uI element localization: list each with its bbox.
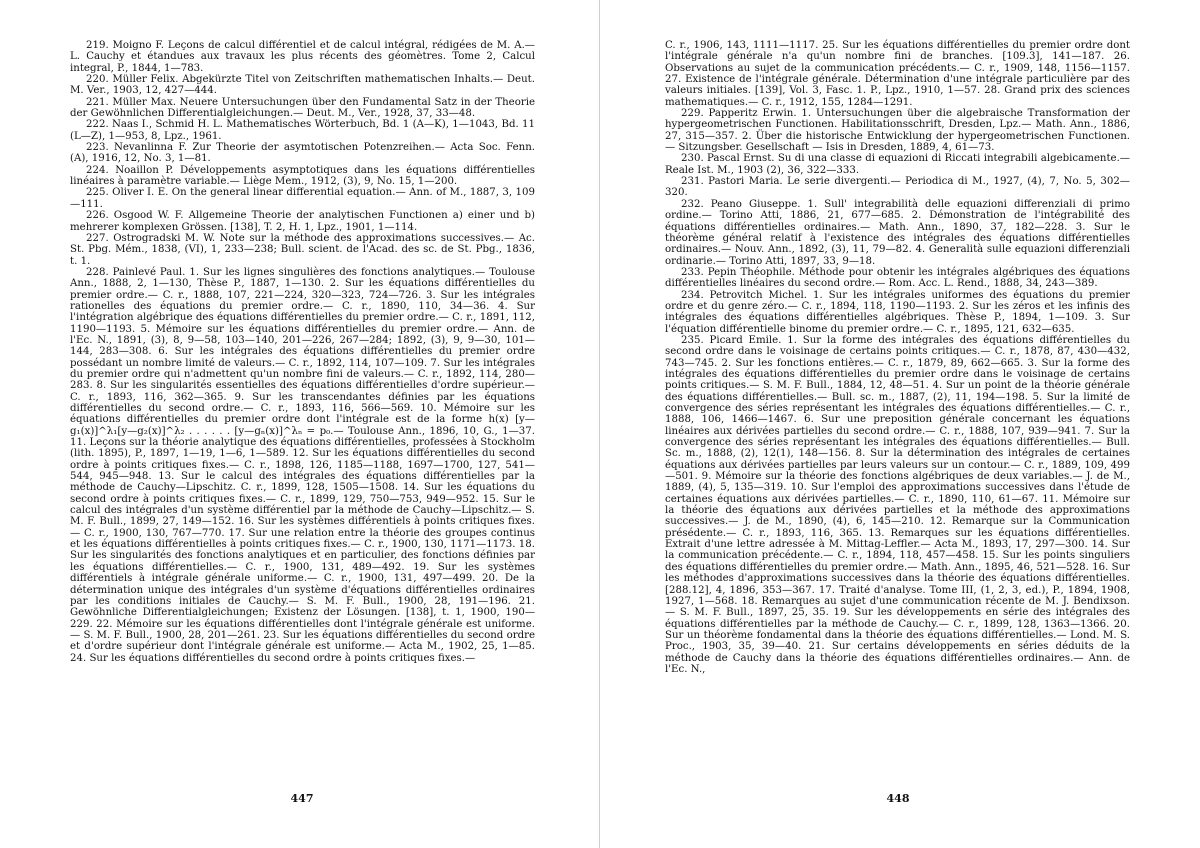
bibliography-entry-221: 221. Müller Max. Neuere Untersuchungen über den Fundamental Satz in der Theorie der Gewöhnlichen Differentialgleichungen.— Deut. M., Ver., 1928, 37, 33—48. bbox=[70, 96, 535, 120]
left-page-number: 447 bbox=[290, 792, 314, 805]
left-page bbox=[70, 40, 535, 810]
bibliography-entry-225: 225. Oliver I. E. On the general linear differential equation.— Ann. of M., 1887, 3, 109—111. bbox=[70, 187, 535, 210]
bibliography-entry-231: 231. Pastori Maria. Le serie divergenti.— Periodica di M., 1927, (4), 7, No. 5, 302—320. bbox=[665, 176, 1130, 199]
bibliography-entry-234: 234. Petrovitch Michel. 1. Sur les intégrales uniformes des équations du premier ordre et du genre zéro.— C. r., 1894, 118, 1190—1193. 2. Sur les zéros et les infinis des intégrales des équations différentielles algébriques. Thèse P., 1894, 1—109. 3. Sur l'équation différentielle binome du premier ordre.— C. r., 1895, 121, 632—635. bbox=[665, 289, 1130, 335]
bibliography-entry-235: 235. Picard Emile. 1. Sur la forme des intégrales des équations différentielles du second ordre dans le voisinage de certains points critiques.— C. r., 1878, 87, 430—432, 743—745. 2. Sur les fonctions entières.— C. r., 1879, 89, 662—665. 3. Sur la forme des intégrales des équations différentielles du premier ordre dans le voisinage de certains points critiques.— S. M. F. Bull., 1884, 12, 48—51. 4. Sur un point de la théorie générale des équations différentielles.— Bull. sc. m., 1887, (2), 11, 194—198. 5. Sur la limité de convergence des séries représentant les intégrales des équations différentielles.— C. r., 1888, 106, 1466—1467. 6. Sur une preposition générale concernant les équations linéaires aux dérivées partielles du second ordre.— C. r., 1888, 107, 939—941. 7. Sur la convergence des séries représentant les intégrales des équations différentielles.— Bull. Sc. m., 1888, (2), 12(1), 148—156. 8. Sur la détermination des intégrales de certaines équations aux dérivées partielles par leurs valeurs sur un contour.— C. r., 1889, 109, 499—501. 9. Mémoire sur la théorie des fonctions algébriques de deux variables.— J. de M., 1889, (4), 5, 135—319. 10. Sur l'emploi des approximations successives dans l'étude de certaines équations aux dérivées partielles.— C. r., 1890, 110, 61—67. 11. Mémoire sur la théorie des équations aux dérivées partielles et la méthode des approximations successives.— J. de M., 1890, (4), 6, 145—210. 12. Remarque sur la Communication présédente.— C. r., 1893, 116, 365. 13. Remarques sur les équations différentielles. Extrait d'une lettre adressée à M. Mittag-Leffler.— Acta M., 1893, 17, 297—300. 14. Sur la communication précédente.— C. r., 1894, 118, 457—458. 15. Sur les points singuliers des équations différentielles du premier ordre.— Math. Ann., 1895, 46, 521—528. 16. Sur les méthodes d'approximations successives dans la théorie des équations différentielles. [288.12], 4, 1896, 353—367. 17. Traité d'analyse. Tome III, (1, 2, 3, ed.), P., 1894, 1908, 1927, 1—568. 18. Remarques au sujet d'une communication récente de M. J. Bendixson.— S. M. F. Bull., 1897, 25, 35. 19. Sur les développements en série des intégrales des équations différentielles par la méthode de Cauchy.— C. r., 1899, 128, 1363—1366. 20. Sur un théorème fondamental dans la théorie des équations différentielles.— Lond. M. S. Proc., 1903, 35, 39—40. 21. Sur certains développements en séries déduits de la méthode de Cauchy dans la théorie des équations différentielles ordinaires.— Ann. de l'Ec. N., bbox=[665, 334, 1130, 675]
bibliography-entry-228-continued: C. r., 1906, 143, 1111—1117. 25. Sur les équations différentielles du premier ordre dont l'intégrale générale n'a qu'un nombre fini de branches. [109.3], 141—187. 26. Observations au sujet de la communication précédents.— C. r., 1909, 148, 1156—1157. 27. Existence de l'intégrale générale. Détermination d'une intégrale particulière par des valeurs initiales. [139], Vol. 3, Fasc. 1. P., Lpz., 1910, 1—57. 28. Grand prix des sciences mathematiques.— C. r., 1912, 155, 1284—1291. bbox=[665, 40, 1130, 108]
bibliography-entry-233: 233. Pepin Théophile. Méthode pour obtenir les intégrales algébriques des équations différentielles linéaires du second ordre.— Rom. Acc. L. Rend., 1888, 34, 243—389. bbox=[665, 266, 1130, 290]
bibliography-entry-229: 229. Papperitz Erwin. 1. Untersuchungen über die algebraische Transformation der hypergeometrischen Functionen. Habilitationsschrift, Dresden, Lpz.— Math. Ann., 1886, 27, 315—357. 2. Über die historische Entwicklung der hypergeometrischen Functionen.— Sitzungsber. Gesellschaft — Isis in Dresden, 1889, 4, 61—73. bbox=[665, 108, 1130, 154]
right-page-number: 448 bbox=[886, 792, 910, 805]
bibliography-entry-220: 220. Müller Felix. Abgekürzte Titel von Zeitschriften mathematischen Inhalts.— Deut. M. Ver., 1903, 12, 427—444. bbox=[70, 74, 535, 97]
bibliography-entry-226: 226. Osgood W. F. Allgemeine Theorie der analytischen Functionen a) einer und b) mehrerer komplexen Grössen. [138], T. 2, H. 1, Lpz., 1901, 1—114. bbox=[70, 210, 535, 233]
right-page bbox=[665, 40, 1130, 810]
bibliography-entry-232: 232. Peano Giuseppe. 1. Sull' integrabilità delle equazioni differenziali di primo ordine.— Torino Atti, 1886, 21, 677—685. 2. Démonstration de l'intégrabilité des équations différentielles ordinaires.— Math. Ann., 1890, 37, 182—228. 3. Sur le théorème général relatif à l'existence des intégrales des équations différentielles ordinaires.— Nouv. Ann., 1892, (3), 11, 79—82. 4. Generalità sulle equazioni differenziali ordinarie.— Torino Atti, 1897, 33, 9—18. bbox=[665, 198, 1130, 267]
bibliography-entry-219: 219. Moigno F. Leçons de calcul différentiel et de calcul intégral, rédigées de M. A.— L. Cauchy et étandues aux travaux les plus récents des géomètres. Tome 2, Calcul integral, P., 1844, 1—783. bbox=[70, 40, 535, 74]
bibliography-entry-230: 230. Pascal Ernst. Su di una classe di equazioni di Riccati integrabili algebicamente.— Reale Ist. M., 1903 (2), 36, 322—333. bbox=[665, 153, 1130, 176]
page-gutter bbox=[599, 0, 600, 848]
bibliography-entry-228: 228. Painlevé Paul. 1. Sur les lignes singulières des fonctions analytiques.— Toulouse Ann., 1888, 2, 1—130, Thèse P., 1887, 1—130. 2. Sur les équations différentielles du premier ordre.— C. r., 1888, 107, 221—224, 320—323, 724—726. 3. Sur les intégrales rationelles des équations du premier ordre.— C. r., 1890, 110, 34—36. 4. Sur l'intégration algébrique des équations différentielles du premier ordre.— C. r., 1891, 112, 1190—1193. 5. Mémoire sur les équations différentielles du premier ordre.— Ann. de l'Ec. N., 1891, (3), 8, 9—58, 103—140, 201—226, 267—284; 1892, (3), 9, 9—30, 101—144, 283—308. 6. Sur les intégrales des équations différentielles du premier ordre possédant un nombre limité de valeurs.— C. r., 1892, 114, 107—109. 7. Sur les intégrales du premier ordre qui n'admettent qu'un nombre fini de valeurs.— C. r., 1892, 114, 280—283. 8. Sur les singularités essentielles des équations différentielles d'ordre supérieur.— C. r., 1893, 116, 362—365. 9. Sur les transcendantes définies par les équations différentielles du second ordre.— C. r., 1893, 116, 566—569. 10. Mémoire sur les équations différentielles du premier ordre dont l'intégrale est de la forme h(x) [y—g₁(x)]^λ₁[y—g₂(x)]^λ₂ . . . . . . [y—gₙ(x)]^λₙ = p₀.— Toulouse Ann., 1896, 10, G., 1—37. 11. Leçons sur la théorie analytique des équations différentielles, professées à Stockholm (lith. 1895), P., 1897, 1—19, 1—6, 1—589. 12. Sur les équations différentielles du second ordre à points critiques fixes.— C. r., 1898, 126, 1185—1188, 1697—1700, 127, 541—544, 945—948. 13. Sur le calcul des intégrales des équations différentielles par la méthode de Cauchy—Lipschitz. C. r., 1899, 128, 1505—1508. 14. Sur les équations du second ordre à points critiques fixes.— C. r., 1899, 129, 750—753, 949—952. 15. Sur le calcul des intégrales d'un système différentiel par la méthode de Cauchy—Lipschitz.— S. M. F. Bull., 1899, 27, 149—152. 16. Sur les systèmes différentiels à points critiques fixes.— C. r., 1900, 130, 767—770. 17. Sur une relation entre la théorie des groupes continus et les équations différentielles à points critiques fixes.— C. r., 1900, 130, 1171—1173. 18. Sur les singularités des fonctions analytiques et en particulier, des fonctions définies par les équations différentielles.— C. r., 1900, 131, 489—492. 19. Sur les systèmes différentiels à intégrale générale uniforme.— C. r., 1900, 131, 497—499. 20. De la détermination unique des intégrales d'un système d'équations différentielles ordinaires par les conditions initiales de Cauchy.— S. M. F. Bull., 1900, 28, 191—196. 21. Gewöhnliche Differentialgleichungen; Existenz der Lösungen. [138], t. 1, 1900, 190—229. 22. Mémoire sur les équations différentielles dont l'intégrale générale est uniforme.— S. M. F. Bull., 1900, 28, 201—261. 23. Sur les équations différentielles du second ordre et d'ordre supérieur dont l'intégrale générale est uniforme.— Acta M., 1902, 25, 1—85. 24. Sur les équations différentielles du second ordre à points critiques fixes.— bbox=[70, 266, 535, 664]
bibliography-entry-222: 222. Naas I., Schmid H. L. Mathematisches Wörterbuch, Bd. 1 (A—K), 1—1043, Bd. 11 (L—Z), 1—953, 8, Lpz., 1961. bbox=[70, 119, 535, 142]
bibliography-entry-224: 224. Noaillon P. Développements asymptotiques dans les équations différentielles linéaires à paramètre variable.— Liège Mem., 1912, (3), 9, No. 15, 1—200. bbox=[70, 164, 535, 188]
bibliography-entry-223: 223. Nevanlinna F. Zur Theorie der asymtotischen Potenzreihen.— Acta Soc. Fenn. (A), 1916, 12, No. 3, 1—81. bbox=[70, 142, 535, 165]
bibliography-entry-227: 227. Ostrogradski M. W. Note sur la méthode des approximations successives.— Ac. St. Pbg. Mém., 1838, (VI), 1, 233—238; Bull. scient. de l'Acad. des sc. de St. Pbg., 1836, t. 1. bbox=[70, 232, 535, 267]
